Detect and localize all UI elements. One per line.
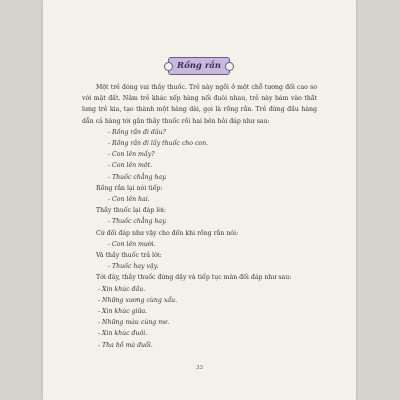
page-number: 33 [196,365,203,371]
paragraph: - Con lên một. [108,162,153,170]
paragraph: - Tha hồ mà đuổi. [98,341,153,349]
paragraph: - Những màu cùng me. [98,319,170,327]
paragraph: - Thuốc chẳng hay. [108,173,167,181]
paragraph: - Những xương cùng xẩu. [98,296,178,304]
paragraph: - Xin khúc đầu. [98,285,146,293]
paragraph: Và thầy thuốc trả lời: [96,252,162,260]
paragraph: - Thuốc hay vậy. [108,263,159,271]
body-text [82,82,317,351]
paragraph: - Con lên mười. [108,240,156,248]
paragraph: Thầy thuốc lại đáp lời: [96,207,166,215]
page-title: Rồng rắn [177,61,221,71]
paragraph: - Thuốc chẳng hay. [108,218,167,226]
paragraph: Rồng rắn lại nói tiếp: [96,184,163,192]
paragraph: - Rồng rắn đi lấy thuốc cho con. [108,140,209,148]
book-page [43,0,356,400]
paragraph: Một trẻ đóng vai thầy thuốc. Trẻ này ngồi ở một chỗ tương đối cao so với mặt đất. Năm trẻ khác xếp hàng nối đuôi nhau, trẻ này bám vào thắt lưng trẻ kia, tạo thành một hàng dài, gọi là rồng rắn. Trẻ đứng đầu hàng dẫn cả hàng tới gần thầy thuốc rồi hai bên hỏi đáp như sau: [82,84,317,125]
paragraph: Cứ đối đáp như vậy cho đến khi rồng rắn nói: [96,229,239,237]
paragraph: Tới đây, thầy thuốc đứng dậy và tiếp tục màn đối đáp như sau: [96,274,292,282]
paragraph: - Con lên hai. [108,196,150,204]
paragraph: - Xin khúc đuôi. [98,330,148,338]
title-badge [168,57,230,75]
paragraph: - Xin khúc giữa. [98,308,148,316]
paragraph: - Con lên mấy? [108,151,155,159]
paragraph: - Rồng rắn đi đâu? [108,128,166,136]
